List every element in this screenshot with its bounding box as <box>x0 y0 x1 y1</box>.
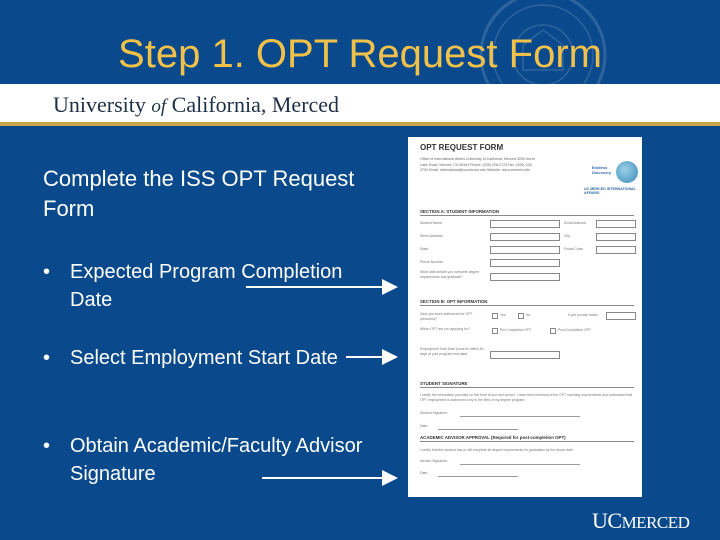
label-no: No <box>526 313 531 317</box>
bullet-item <box>43 258 373 314</box>
label-postal: Postal Code: <box>564 247 584 251</box>
no-checkbox <box>518 313 524 319</box>
form-logo-sub: UC MERCED INTERNATIONAL AFFAIRS <box>584 187 636 195</box>
logo-uc: UC <box>592 508 622 533</box>
wordmark-university: University <box>53 92 146 117</box>
post-completion-checkbox <box>550 328 556 334</box>
form-title: OPT REQUEST FORM <box>420 143 504 152</box>
label-state: State: <box>420 247 429 251</box>
bullet-item <box>43 344 373 372</box>
label-student-sig: Student Signature: <box>420 411 449 415</box>
banner-divider <box>0 122 720 126</box>
email-box <box>596 220 636 228</box>
label-advisor-date: Date: <box>420 471 429 475</box>
student-date-line <box>438 429 518 430</box>
bullet-text: Select Employment Start Date <box>70 347 338 369</box>
label-post: Post-Completion OPT <box>558 328 591 332</box>
label-date: Date: <box>420 424 429 428</box>
bullet-text: Expected Program Completion Date <box>70 261 343 311</box>
section-b-heading: SECTION B: OPT INFORMATION <box>420 299 634 306</box>
label-provide-dates: If yes provide dates: <box>568 313 599 317</box>
label-advisor-sig: Advisor Signature: <box>420 459 448 463</box>
label-city: City: <box>564 234 571 238</box>
bullet-text: Obtain Academic/Faculty Advisor Signature <box>70 435 363 485</box>
start-date-box <box>490 351 560 359</box>
label-phone: Phone Number: <box>420 260 444 264</box>
intro-text: Complete the ISS OPT Request Form <box>43 166 355 221</box>
advisor-cert-text: I certify that this student has or will complete all degree requirements for graduation by the above date. <box>420 448 574 452</box>
provide-dates-box <box>606 312 636 320</box>
wordmark-california-merced: California, Merced <box>171 92 340 117</box>
label-yes: Yes <box>500 313 506 317</box>
degree-date-box <box>490 273 560 281</box>
form-address: Office of International Affairs University of California, Merced 5200 North Lake Road, Merced, CA 95343 Phone: (209) 228-4723 Fax: (209) 228-4700 Email: international@ucmerced.edu Website: iss.ucmerced.edu <box>420 157 535 172</box>
label-degree-date: What date did/will you complete degree requirements and graduate? <box>420 270 480 279</box>
globe-icon <box>616 161 638 183</box>
logo-merced: MERCED <box>621 513 690 532</box>
wordmark-of: of <box>151 96 167 117</box>
advisor-date-line <box>438 476 518 477</box>
label-start-date: Employment Start Date (must be within 60 days of your program end date): <box>420 347 484 356</box>
bullet-dot: • <box>43 347 51 369</box>
student-sig-line <box>460 416 580 417</box>
bullet-item <box>43 432 373 488</box>
pre-completion-checkbox <box>492 328 498 334</box>
opt-request-form-image <box>408 137 642 497</box>
bullet-dot: • <box>43 261 51 283</box>
postal-box <box>596 246 636 254</box>
phone-box <box>490 259 560 267</box>
advisor-approval-heading: ACADEMIC ADVISOR APPROVAL (Required for post-completion OPT) <box>420 435 634 442</box>
certify-text: I certify the information provided on this form is true and correct. I have been informed of the OPT reporting requirements and understand that OPT employment is authorized only in the field of my degree program. <box>420 393 633 402</box>
label-pre: Pre-Completion OPT <box>500 328 532 332</box>
label-street: Street Address: <box>420 234 444 238</box>
label-authorized: Have you been authorized for OPT previously? <box>420 312 473 321</box>
label-email: Email Address: <box>564 221 587 225</box>
label-student-name: Student Name: <box>420 221 443 225</box>
street-box <box>490 233 560 241</box>
uc-merced-logo <box>592 508 689 534</box>
state-box <box>490 246 560 254</box>
section-a-heading: SECTION A: STUDENT INFORMATION <box>420 209 634 216</box>
label-which-opt: Which OPT are you applying for? <box>420 327 470 331</box>
city-box <box>596 233 636 241</box>
university-wordmark <box>53 92 339 118</box>
student-signature-heading: STUDENT SIGNATURE <box>420 381 634 388</box>
yes-checkbox <box>492 313 498 319</box>
slide-title: Step 1. OPT Request Form <box>118 32 602 76</box>
bullet-dot: • <box>43 435 51 457</box>
form-logo-text: Endless Discovery <box>592 165 612 175</box>
student-name-box <box>490 220 560 228</box>
advisor-sig-line <box>460 464 580 465</box>
